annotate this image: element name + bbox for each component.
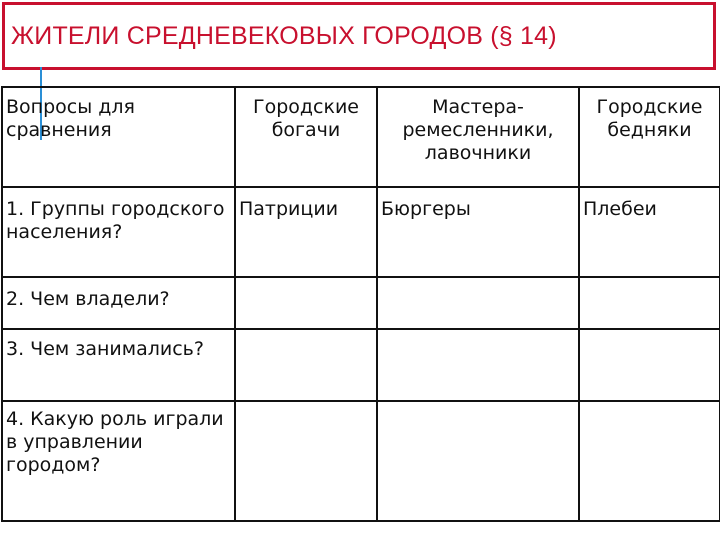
comparison-table bbox=[1, 86, 720, 522]
page-title: ЖИТЕЛИ СРЕДНЕВЕКОВЫХ ГОРОДОВ (§ 14) bbox=[11, 21, 557, 50]
table-cell bbox=[377, 329, 579, 401]
table-cell: Плебеи bbox=[579, 187, 720, 277]
table-cell bbox=[235, 277, 377, 329]
header-row bbox=[2, 87, 720, 187]
header-craftsmen: Мастера-ремесленники, лавочники bbox=[377, 87, 579, 187]
table-cell: Бюргеры bbox=[377, 187, 579, 277]
header-rich: Городские богачи bbox=[235, 87, 377, 187]
question-cell: 2. Чем владели? bbox=[2, 277, 235, 329]
question-cell: 4. Какую роль играли в управлении городом? bbox=[2, 401, 235, 521]
header-poor: Городские бедняки bbox=[579, 87, 720, 187]
table-cell bbox=[579, 329, 720, 401]
table-cell bbox=[377, 277, 579, 329]
table-row bbox=[2, 187, 720, 277]
table-row bbox=[2, 329, 720, 401]
table-cell bbox=[579, 401, 720, 521]
table-row bbox=[2, 401, 720, 521]
table-cell bbox=[579, 277, 720, 329]
title-box bbox=[2, 2, 716, 70]
table-cell: Патриции bbox=[235, 187, 377, 277]
question-cell: 3. Чем занимались? bbox=[2, 329, 235, 401]
header-questions: Вопросы для сравнения bbox=[2, 87, 235, 187]
table-cell bbox=[377, 401, 579, 521]
table-row bbox=[2, 277, 720, 329]
table-cell bbox=[235, 401, 377, 521]
question-cell: 1. Группы городского населения? bbox=[2, 187, 235, 277]
table-cell bbox=[235, 329, 377, 401]
